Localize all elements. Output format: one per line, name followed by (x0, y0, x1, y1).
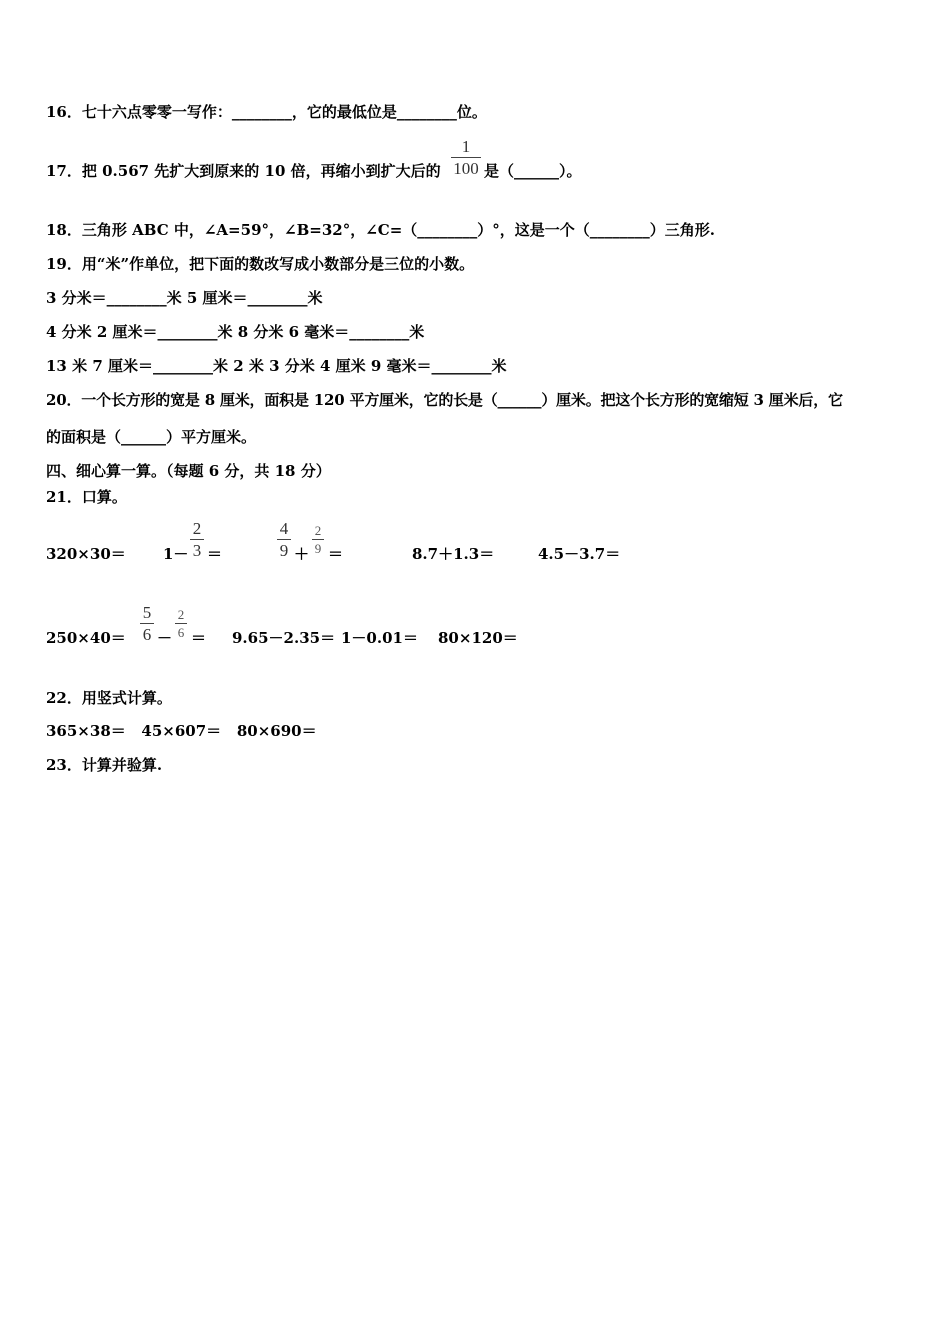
frac-num: 4 (279, 519, 289, 538)
frac-num: 2 (177, 607, 185, 622)
q21-r1-expr-3-post: ＝ (328, 545, 344, 563)
q21-r1-expr-5: 4.5－3.7＝ (538, 545, 621, 563)
q17-frac-num: 1 (461, 137, 471, 156)
q21-r2-fraction-2b (175, 608, 187, 639)
q21-r1-expr-1: 320×30＝ (46, 545, 126, 563)
frac-den: 6 (177, 625, 185, 640)
q17-text-before: 17．把 0.567 先扩大到原来的 10 倍，再缩小到扩大后的 (46, 162, 441, 180)
question-21-title: 21．口算。 (46, 488, 127, 506)
q21-r1-plus: ＋ (294, 545, 310, 563)
question-19-prompt: 19．用“米”作单位，把下面的数改写成小数部分是三位的小数。 (46, 255, 475, 273)
frac-den: 6 (142, 625, 152, 644)
question-18: 18．三角形 ABC 中，∠A=59°，∠B=32°，∠C=（________）°，这是一个（________）三角形. (46, 221, 715, 239)
q22-expressions: 365×38＝ 45×607＝ 80×690＝ (46, 722, 317, 740)
question-17 (46, 161, 441, 181)
question-20-line-2: 的面积是（______）平方厘米。 (46, 428, 257, 446)
q21-r2-expr-4: 1－0.01＝ (341, 629, 418, 647)
q17-text-after: 是（______）。 (484, 162, 582, 180)
fraction-bar (140, 623, 154, 624)
q21-r1-fraction-3a (277, 520, 291, 559)
q19-row-2: 4 分米 2 厘米＝________米 8 分米 6 毫米＝________米 (46, 323, 425, 341)
section-4-heading: 四、细心算一算。（每题 6 分，共 18 分） (46, 462, 331, 480)
frac-den: 9 (279, 541, 289, 560)
frac-num: 2 (192, 519, 202, 538)
question-23: 23．计算并验算. (46, 756, 163, 774)
question-22-title: 22．用竖式计算。 (46, 689, 172, 707)
frac-den: 9 (314, 541, 322, 556)
fraction-bar (190, 539, 204, 540)
q21-r1-expr-2-post: ＝ (207, 545, 223, 563)
q21-r2-expr-5: 80×120＝ (438, 629, 518, 647)
frac-den: 3 (192, 541, 202, 560)
frac-num: 5 (142, 603, 152, 622)
fraction-bar (451, 157, 481, 158)
q21-r1-expr-4: 8.7＋1.3＝ (412, 545, 495, 563)
q19-row-3: 13 米 7 厘米＝________米 2 米 3 分米 4 厘米 9 毫米＝________米 (46, 357, 507, 375)
q21-r2-fraction-2a (140, 604, 154, 643)
fraction-bar (175, 623, 187, 624)
question-20-line-1: 20．一个长方形的宽是 8 厘米，面积是 120 平方厘米，它的长是（______）厘米。把这个长方形的宽缩短 3 厘米后，它 (46, 391, 843, 409)
q21-r2-minus: － (157, 629, 173, 647)
q21-r2-expr-2-post: ＝ (191, 629, 207, 647)
q17-fraction (451, 138, 481, 177)
q19-row-1: 3 分米＝________米 5 厘米＝________米 (46, 289, 323, 307)
fraction-bar (277, 539, 291, 540)
fraction-bar (312, 539, 324, 540)
frac-num: 2 (314, 523, 322, 538)
q21-r1-fraction-2 (190, 520, 204, 559)
q21-r2-expr-1: 250×40＝ (46, 629, 126, 647)
q21-r1-fraction-3b (312, 524, 324, 555)
question-16: 16．七十六点零零一写作：________，它的最低位是________位。 (46, 103, 487, 121)
q21-r1-expr-2-pre: 1－ (163, 545, 189, 563)
q21-r2-expr-3: 9.65－2.35＝ (232, 629, 336, 647)
q17-frac-den: 100 (453, 159, 479, 178)
